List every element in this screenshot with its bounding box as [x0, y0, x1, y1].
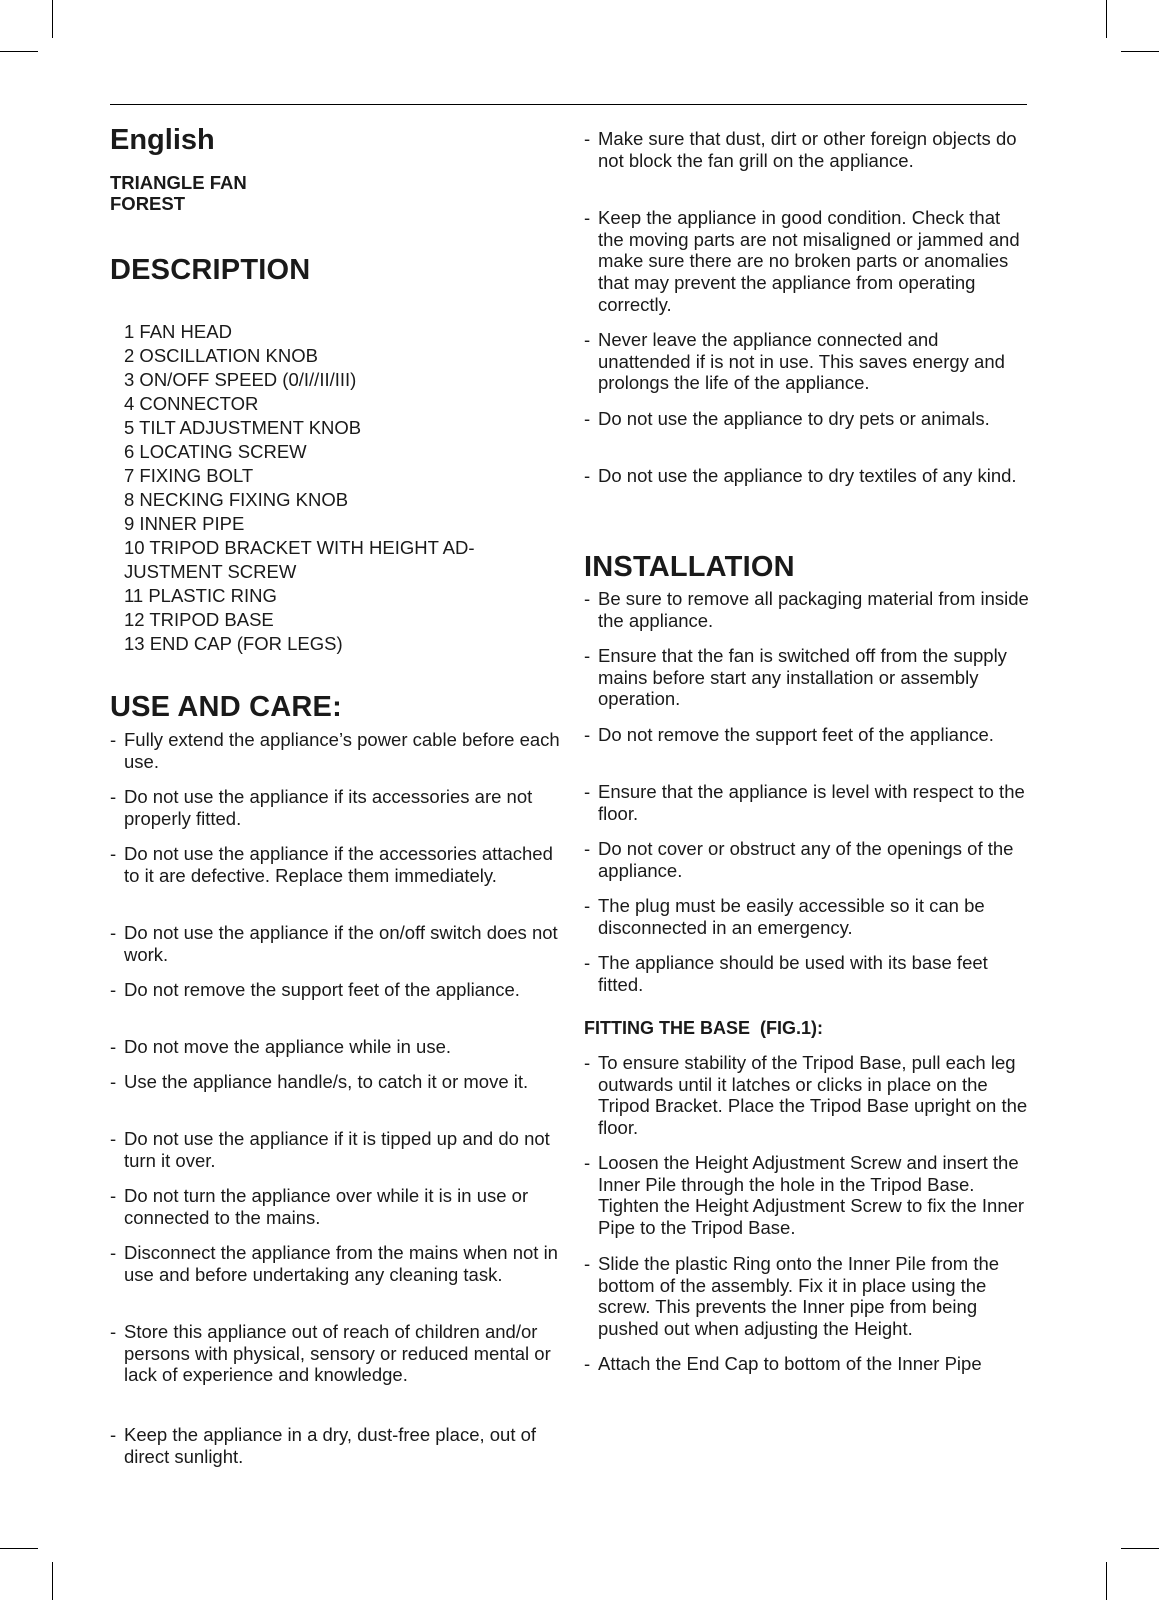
- list-item-text: The plug must be easily accessible so it can be disconnected in an emergency.: [598, 895, 985, 938]
- bullet-dash: -: [584, 952, 591, 973]
- crop-mark: [0, 1548, 38, 1549]
- bullet-dash: -: [584, 1052, 591, 1073]
- crop-mark: [1121, 51, 1159, 52]
- list-item-text: To ensure stability of the Tripod Base, pull each leg outwards until it latches or clicks in place on the Tripod Bracket. Place the Tripod Base upright on the floor.: [598, 1052, 1028, 1139]
- list-item-text: Do not move the appliance while in use.: [124, 1036, 452, 1057]
- bullet-dash: -: [584, 838, 591, 859]
- part-item: 13 END CAP (FOR LEGS): [124, 633, 343, 654]
- crop-mark: [52, 0, 53, 38]
- list-item: [584, 781, 1029, 824]
- list-item: [584, 1152, 1029, 1239]
- list-item: [584, 645, 1029, 710]
- list-item: [110, 1242, 560, 1285]
- list-item-text: Fully extend the appliance’s power cable before each use.: [124, 729, 560, 772]
- list-item: [110, 1321, 560, 1386]
- list-item: [584, 724, 1029, 746]
- list-item-text: Make sure that dust, dirt or other foreign objects do not block the fan grill on the appliance.: [598, 128, 1017, 171]
- bullet-dash: -: [584, 645, 591, 666]
- list-item-text: Use the appliance handle/s, to catch it or move it.: [124, 1071, 529, 1092]
- list-item-text: Ensure that the appliance is level with respect to the floor.: [598, 781, 1025, 824]
- list-item: [110, 1071, 560, 1093]
- crop-mark: [1106, 1562, 1107, 1600]
- parts-list: [124, 320, 544, 656]
- crop-mark: [1106, 0, 1107, 38]
- list-item-text: Keep the appliance in a dry, dust-free place, out of direct sunlight.: [124, 1424, 537, 1467]
- list-item-text: Do not use the appliance if its accessories are not properly fitted.: [124, 786, 533, 829]
- list-item: [110, 1185, 560, 1228]
- list-item: [110, 1424, 560, 1467]
- bullet-dash: -: [584, 895, 591, 916]
- list-item: [584, 329, 1029, 394]
- bullet-dash: -: [584, 408, 591, 429]
- bullet-dash: -: [584, 329, 591, 350]
- list-item: [584, 1253, 1029, 1340]
- list-item-text: Slide the plastic Ring onto the Inner Pile from the bottom of the assembly. Fix it in place using the screw. This prevents the Inner pipe from being pushed out when adjusting the Height.: [598, 1253, 1000, 1340]
- list-item: [584, 207, 1029, 316]
- list-item: [110, 729, 560, 772]
- bullet-dash: -: [584, 128, 591, 149]
- bullet-dash: -: [110, 979, 117, 1000]
- bullet-dash: -: [110, 1071, 117, 1092]
- bullet-dash: -: [584, 1253, 591, 1274]
- list-item-text: Loosen the Height Adjustment Screw and insert the Inner Pile through the hole in the Tripod Base. Tighten the Height Adjustment Screw to fix the Inner Pipe to the Tripod Base.: [598, 1152, 1025, 1239]
- list-item-text: Do not use the appliance to dry textiles of any kind.: [598, 465, 1017, 486]
- list-item: [584, 588, 1029, 631]
- list-item-text: Do not use the appliance to dry pets or animals.: [598, 408, 990, 429]
- part-item: 1 FAN HEAD: [124, 321, 232, 342]
- list-item: [584, 838, 1029, 881]
- list-item: [110, 979, 560, 1001]
- list-item: [584, 408, 1029, 430]
- bullet-dash: -: [110, 1128, 117, 1149]
- list-item-text: Disconnect the appliance from the mains when not in use and before undertaking any cleaning task.: [124, 1242, 558, 1285]
- bullet-dash: -: [110, 1185, 117, 1206]
- bullet-dash: -: [584, 465, 591, 486]
- part-item: 7 FIXING BOLT: [124, 465, 254, 486]
- part-item: 4 CONNECTOR: [124, 393, 259, 414]
- list-item-text: Do not remove the support feet of the appliance.: [598, 724, 994, 745]
- bullet-dash: -: [110, 1242, 117, 1263]
- list-item-text: Store this appliance out of reach of children and/or persons with physical, sensory or reduced mental or lack of experience and knowledge.: [124, 1321, 551, 1386]
- list-item: [584, 1052, 1029, 1139]
- list-item-text: The appliance should be used with its base feet fitted.: [598, 952, 988, 995]
- part-item: 10 TRIPOD BRACKET WITH HEIGHT AD-: [124, 537, 475, 558]
- language-heading: English: [110, 124, 215, 156]
- crop-mark: [0, 51, 38, 52]
- list-item-text: Do not remove the support feet of the appliance.: [124, 979, 520, 1000]
- bullet-dash: -: [110, 729, 117, 750]
- bullet-dash: -: [110, 843, 117, 864]
- crop-mark: [52, 1562, 53, 1600]
- list-item: [110, 843, 560, 886]
- bullet-dash: -: [584, 588, 591, 609]
- part-item: 5 TILT ADJUSTMENT KNOB: [124, 417, 362, 438]
- part-item: JUSTMENT SCREW: [124, 561, 297, 582]
- list-item-text: Be sure to remove all packaging material from inside the appliance.: [598, 588, 1029, 631]
- bullet-dash: -: [584, 781, 591, 802]
- list-item: [584, 465, 1029, 487]
- bullet-dash: -: [110, 786, 117, 807]
- list-item-text: Ensure that the fan is switched off from the supply mains before start any installation or assembly operation.: [598, 645, 1007, 710]
- list-item: [110, 922, 560, 965]
- part-item: 12 TRIPOD BASE: [124, 609, 274, 630]
- part-item: 9 INNER PIPE: [124, 513, 245, 534]
- bullet-dash: -: [584, 1152, 591, 1173]
- list-item-text: Do not cover or obstruct any of the openings of the appliance.: [598, 838, 1014, 881]
- fitting-base-heading: FITTING THE BASE (FIG.1):: [584, 1018, 823, 1038]
- part-item: 2 OSCILLATION KNOB: [124, 345, 318, 366]
- list-item-text: Never leave the appliance connected and unattended if is not in use. This saves energy and prolongs the life of the appliance.: [598, 329, 1005, 394]
- list-item: [584, 895, 1029, 938]
- part-item: 3 ON/OFF SPEED (0/I//II/III): [124, 369, 357, 390]
- bullet-dash: -: [110, 1036, 117, 1057]
- list-item-text: Attach the End Cap to bottom of the Inner Pipe: [598, 1353, 982, 1374]
- list-item: [110, 1036, 560, 1058]
- list-item-text: Keep the appliance in good condition. Check that the moving parts are not misaligned or jammed and make sure there are no broken parts or anomalies that may prevent the appliance from operating correctly.: [598, 207, 1020, 315]
- bullet-dash: -: [584, 724, 591, 745]
- part-item: 11 PLASTIC RING: [124, 585, 277, 606]
- part-item: 8 NECKING FIXING KNOB: [124, 489, 349, 510]
- bullet-dash: -: [584, 1353, 591, 1374]
- product-model: FOREST: [110, 193, 186, 214]
- list-item-text: Do not use the appliance if the accessories attached to it are defective. Replace them immediately.: [124, 843, 553, 886]
- list-item-text: Do not use the appliance if the on/off switch does not work.: [124, 922, 558, 965]
- bullet-dash: -: [110, 1424, 117, 1445]
- installation-heading: INSTALLATION: [584, 551, 795, 583]
- list-item: [584, 1353, 1029, 1375]
- crop-mark: [1121, 1548, 1159, 1549]
- bullet-dash: -: [110, 1321, 117, 1342]
- list-item: [584, 952, 1029, 995]
- part-item: 6 LOCATING SCREW: [124, 441, 307, 462]
- list-item: [584, 128, 1029, 171]
- list-item: [110, 786, 560, 829]
- list-item-text: Do not turn the appliance over while it is in use or connected to the mains.: [124, 1185, 529, 1228]
- use-and-care-heading: USE AND CARE:: [110, 691, 342, 723]
- description-heading: DESCRIPTION: [110, 254, 311, 286]
- product-type: TRIANGLE FAN: [110, 172, 247, 193]
- list-item: [110, 1128, 560, 1171]
- bullet-dash: -: [584, 207, 591, 228]
- bullet-dash: -: [110, 922, 117, 943]
- header-rule: [110, 104, 1027, 105]
- list-item-text: Do not use the appliance if it is tipped up and do not turn it over.: [124, 1128, 550, 1171]
